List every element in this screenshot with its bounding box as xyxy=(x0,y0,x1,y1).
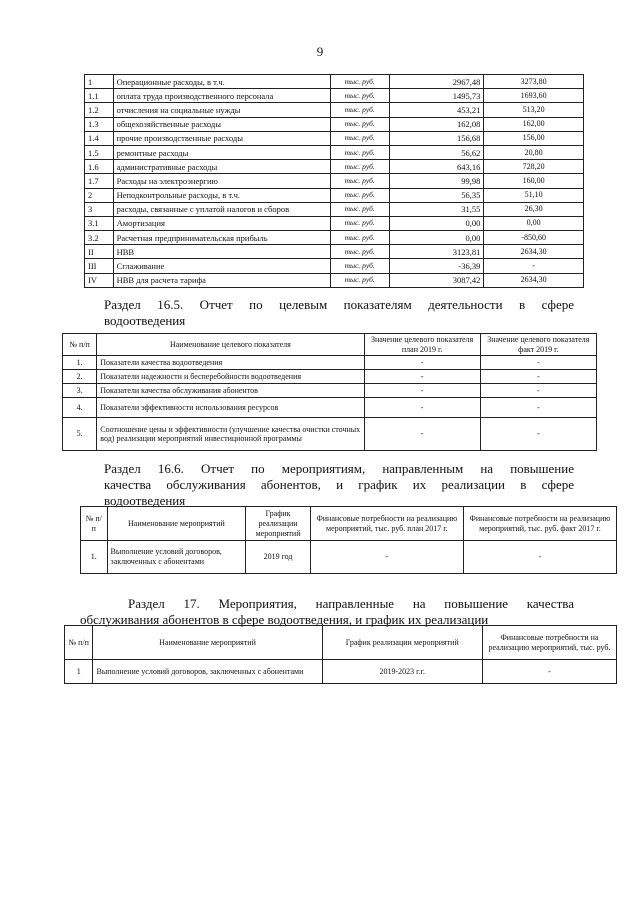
row-fact: 1693,60 xyxy=(484,89,584,103)
row-n: 2 xyxy=(85,188,114,202)
table-row xyxy=(85,245,584,259)
table-row xyxy=(63,370,597,384)
row-unit: тыс. руб. xyxy=(330,145,389,159)
row-name: НВВ xyxy=(113,245,330,259)
row-n: IV xyxy=(85,273,114,287)
row-n: 1. xyxy=(81,541,108,574)
row-fact: 20,80 xyxy=(484,145,584,159)
row-unit: тыс. руб. xyxy=(330,89,389,103)
header-fin: Финансовые потребности на реализацию мероприятий, тыс. руб. xyxy=(482,626,616,660)
table-row xyxy=(85,117,584,131)
table-row xyxy=(63,418,597,451)
row-name: Операционные расходы, в т.ч. xyxy=(113,75,330,89)
row-name: отчисления на социальные нужды xyxy=(113,103,330,117)
row-plan: 56,35 xyxy=(389,188,484,202)
section-16-6-heading: Раздел 16.6. Отчет по мероприятиям, направленным на повышение xyxy=(104,461,574,476)
row-fact: - xyxy=(480,370,596,384)
row-fact: - xyxy=(463,541,616,574)
row-n: 1.3 xyxy=(85,117,114,131)
row-name: Показатели эффективности использования ресурсов xyxy=(97,398,364,418)
row-name: расходы, связанные с уплатой налогов и сборов xyxy=(113,202,330,216)
row-name: Выполнение условий договоров, заключенных с абонентами xyxy=(93,660,322,684)
header-schedule: График реализации мероприятий xyxy=(246,507,311,541)
row-fact: 26,30 xyxy=(484,202,584,216)
row-unit: тыс. руб. xyxy=(330,103,389,117)
row-plan: - xyxy=(364,356,480,370)
row-fact: 156,00 xyxy=(484,131,584,145)
row-fact: 728,20 xyxy=(484,160,584,174)
row-n: 1.6 xyxy=(85,160,114,174)
table-row xyxy=(85,131,584,145)
table-row xyxy=(85,231,584,245)
table-row xyxy=(85,145,584,159)
row-n: 1.7 xyxy=(85,174,114,188)
row-schedule: 2019 год xyxy=(246,541,311,574)
row-n: 5. xyxy=(63,418,97,451)
target-indicators-table xyxy=(62,333,597,451)
table-row xyxy=(85,174,584,188)
measures-report-table xyxy=(80,506,617,574)
header-plan: Финансовые потребности на реализацию мероприятий, тыс. руб. план 2017 г. xyxy=(310,507,463,541)
header-fact: Значение целевого показателя факт 2019 г. xyxy=(480,334,596,356)
table-row xyxy=(63,356,597,370)
table-row xyxy=(63,384,597,398)
section-16-5-heading: Раздел 16.5. Отчет по целевым показателям деятельности в сфере xyxy=(104,297,574,312)
row-name: Сглаживание xyxy=(113,259,330,273)
page-number: 9 xyxy=(316,44,324,59)
table-row xyxy=(85,216,584,230)
row-fact: 51,10 xyxy=(484,188,584,202)
row-n: II xyxy=(85,245,114,259)
row-name: Соотношение цены и эффективности (улучшение качества очистки сточных вод) реализации мероприятий инвестиционной программы xyxy=(97,418,364,451)
row-n: 3.2 xyxy=(85,231,114,245)
row-plan: -36,39 xyxy=(389,259,484,273)
header-name: Наименование мероприятий xyxy=(93,626,322,660)
table-row xyxy=(85,160,584,174)
row-fact: 162,00 xyxy=(484,117,584,131)
row-plan: - xyxy=(364,418,480,451)
section-16-5-heading-cont: водоотведения xyxy=(104,313,186,328)
row-name: Выполнение условий договоров, заключенных с абонентами xyxy=(107,541,246,574)
table-row xyxy=(85,103,584,117)
row-fact: 3273,80 xyxy=(484,75,584,89)
header-plan: Значение целевого показателя план 2019 г. xyxy=(364,334,480,356)
row-fact: 160,00 xyxy=(484,174,584,188)
row-name: прочие производственные расходы xyxy=(113,131,330,145)
row-unit: тыс. руб. xyxy=(330,259,389,273)
table-row xyxy=(85,89,584,103)
header-fact: Финансовые потребности на реализацию мероприятий, тыс. руб. факт 2017 г. xyxy=(463,507,616,541)
table-row xyxy=(85,273,584,287)
row-name: Показатели надежности и бесперебойности водоотведения xyxy=(97,370,364,384)
row-plan: 56,62 xyxy=(389,145,484,159)
row-name: Показатели качества обслуживания абонентов xyxy=(97,384,364,398)
row-n: 4. xyxy=(63,398,97,418)
row-plan: 1495,73 xyxy=(389,89,484,103)
row-fact: 513,20 xyxy=(484,103,584,117)
section-16-6-heading-end: водоотведения xyxy=(104,493,186,508)
row-unit: тыс. руб. xyxy=(330,160,389,174)
row-plan: - xyxy=(364,384,480,398)
row-n: 1.1 xyxy=(85,89,114,103)
row-unit: тыс. руб. xyxy=(330,174,389,188)
row-n: 2. xyxy=(63,370,97,384)
row-fact: - xyxy=(480,398,596,418)
row-name: административные расходы xyxy=(113,160,330,174)
row-plan: 0,00 xyxy=(389,231,484,245)
row-plan: 3123,81 xyxy=(389,245,484,259)
row-name: Амортизация xyxy=(113,216,330,230)
section-16-6-heading-cont: качества обслуживания абонентов, и график их реализации в сфере xyxy=(104,477,574,492)
row-plan: 3087,42 xyxy=(389,273,484,287)
row-fact: -850,60 xyxy=(484,231,584,245)
row-plan: 162,08 xyxy=(389,117,484,131)
row-fact: - xyxy=(480,418,596,451)
table-row xyxy=(85,75,584,89)
row-name: Показатели качества водоотведения xyxy=(97,356,364,370)
row-name: НВВ для расчета тарифа xyxy=(113,273,330,287)
row-schedule: 2019-2023 г.г. xyxy=(322,660,482,684)
table-row xyxy=(63,398,597,418)
row-fact: 2634,30 xyxy=(484,245,584,259)
row-plan: 643,16 xyxy=(389,160,484,174)
header-n: № п/п xyxy=(81,507,108,541)
row-unit: тыс. руб. xyxy=(330,216,389,230)
table-row xyxy=(85,188,584,202)
row-n: 3.1 xyxy=(85,216,114,230)
row-fact: 2634,30 xyxy=(484,273,584,287)
measures-plan-table xyxy=(64,625,617,684)
row-fact: - xyxy=(480,384,596,398)
row-n: 1.2 xyxy=(85,103,114,117)
row-name: Неподконтрольные расходы, в т.ч. xyxy=(113,188,330,202)
row-name: ремонтные расходы xyxy=(113,145,330,159)
row-unit: тыс. руб. xyxy=(330,202,389,216)
section-17-heading: Раздел 17. Мероприятия, направленные на повышение качества xyxy=(128,596,574,611)
row-n: 1.5 xyxy=(85,145,114,159)
tariff-table xyxy=(84,74,584,288)
row-fin: - xyxy=(482,660,616,684)
row-n: 3 xyxy=(85,202,114,216)
row-unit: тыс. руб. xyxy=(330,117,389,131)
row-plan: - xyxy=(364,398,480,418)
section-17-heading-cont: обслуживания абонентов в сфере водоотведения, и график их реализации xyxy=(80,612,489,627)
row-n: III xyxy=(85,259,114,273)
row-n: 1 xyxy=(65,660,93,684)
row-unit: тыс. руб. xyxy=(330,273,389,287)
row-unit: тыс. руб. xyxy=(330,245,389,259)
row-name: Расходы на электроэнергию xyxy=(113,174,330,188)
row-n: 1. xyxy=(63,356,97,370)
row-plan: 31,55 xyxy=(389,202,484,216)
row-unit: тыс. руб. xyxy=(330,231,389,245)
header-schedule: График реализации мероприятий xyxy=(322,626,482,660)
table-row xyxy=(85,259,584,273)
row-plan: - xyxy=(364,370,480,384)
row-n: 1 xyxy=(85,75,114,89)
row-plan: 0,00 xyxy=(389,216,484,230)
row-name: оплата труда производственного персонала xyxy=(113,89,330,103)
row-plan: 99,98 xyxy=(389,174,484,188)
header-name: Наименование целевого показателя xyxy=(97,334,364,356)
row-name: Расчетная предпринимательская прибыль xyxy=(113,231,330,245)
row-fact: - xyxy=(480,356,596,370)
row-name: общехозяйственные расходы xyxy=(113,117,330,131)
header-n: № п/п xyxy=(65,626,93,660)
row-plan: 453,21 xyxy=(389,103,484,117)
table-row xyxy=(85,202,584,216)
row-unit: тыс. руб. xyxy=(330,188,389,202)
row-unit: тыс. руб. xyxy=(330,131,389,145)
row-unit: тыс. руб. xyxy=(330,75,389,89)
header-name: Наименование мероприятий xyxy=(107,507,246,541)
row-n: 1.4 xyxy=(85,131,114,145)
row-fact: - xyxy=(484,259,584,273)
row-plan: - xyxy=(310,541,463,574)
row-plan: 2967,48 xyxy=(389,75,484,89)
header-n: № п/п xyxy=(63,334,97,356)
row-n: 3. xyxy=(63,384,97,398)
row-plan: 156,68 xyxy=(389,131,484,145)
row-fact: 0,00 xyxy=(484,216,584,230)
